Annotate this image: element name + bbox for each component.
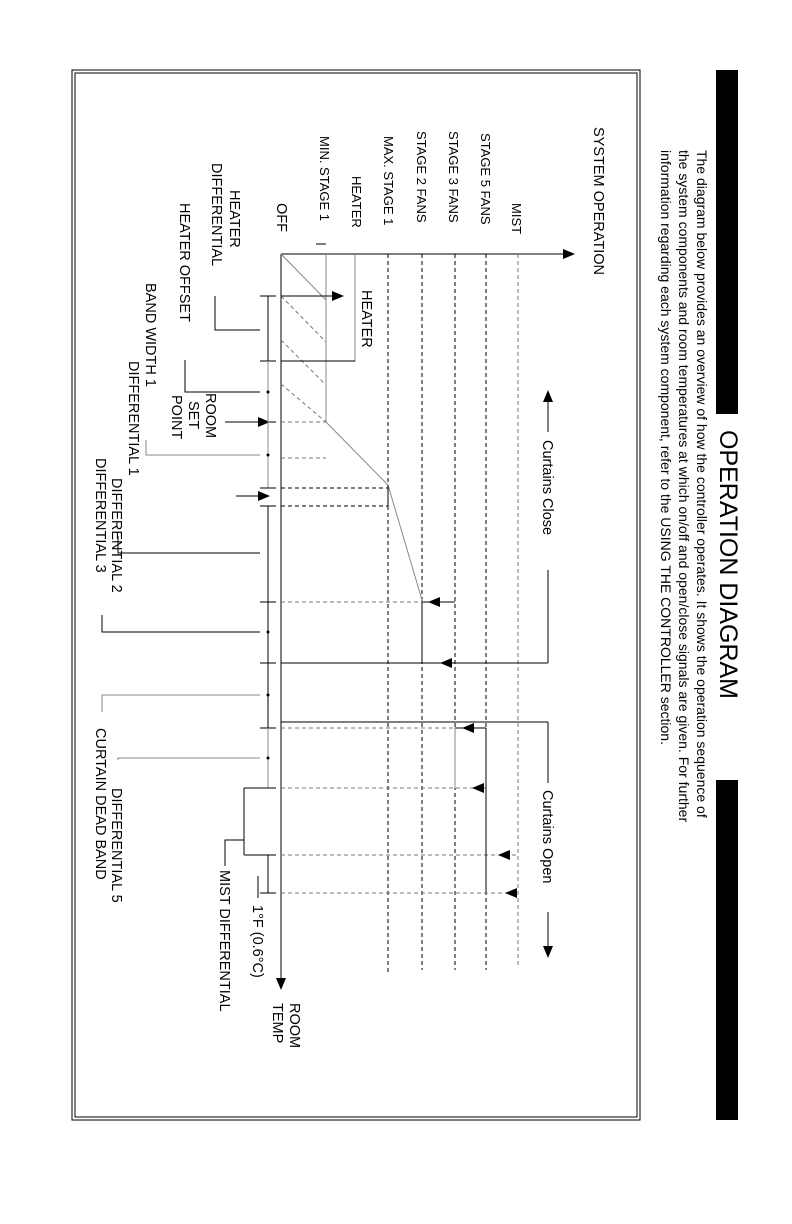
label-heater-offset: HEATER OFFSET <box>176 203 192 322</box>
label-differential-2: DIFFERENTIAL 2 <box>108 478 124 593</box>
label-differential-5: DIFFERENTIAL 5 <box>108 788 124 903</box>
label-mist-differential: MIST DIFFERENTIAL <box>216 870 232 1012</box>
label-differential-1: DIFFERENTIAL 1 <box>125 361 141 476</box>
row-label-stage3: STAGE 3 FANS <box>446 131 461 223</box>
room-temp-label-1: ROOM <box>286 1003 302 1049</box>
frame-inner <box>75 73 637 1117</box>
row-label-mist: MIST <box>509 203 524 235</box>
intro-line-2: the system components and room temperatures at which on/off and open/close signals are given. For further <box>676 150 692 823</box>
label-differential-3: DIFFERENTIAL 3 <box>92 458 108 573</box>
room-temp-arrow <box>276 978 286 990</box>
stage1-ramp <box>326 422 388 485</box>
label-curtain-dead-band: CURTAIN DEAD BAND <box>92 728 108 880</box>
off-label: OFF <box>273 203 289 232</box>
curtains-open-label: Curtains Open <box>539 790 555 884</box>
label-band-width-1: BAND WIDTH 1 <box>142 283 158 387</box>
label-room-set-point-2: SET <box>185 401 201 430</box>
row-label-stage2: STAGE 2 FANS <box>414 131 429 223</box>
label-one-degree: 1°F (0.6°C) <box>249 905 265 978</box>
row-label-stage5: STAGE 5 FANS <box>478 133 493 225</box>
room-temp-label-2: TEMP <box>269 1003 285 1044</box>
intro-line-3: information regarding each system component, refer to the USING THE CONTROLLER section. <box>658 150 674 745</box>
label-heater-differential-1: HEATER <box>226 190 242 248</box>
row-label-heater: HEATER <box>349 176 364 228</box>
header-bar-bottom <box>716 780 738 1120</box>
row-label-max-stage1: MAX. STAGE 1 <box>381 136 396 226</box>
intro-line-1: The diagram below provides an overview of how the controller operates. It shows the operation sequence of <box>694 150 710 818</box>
header-bar-top <box>716 70 738 414</box>
page-title: OPERATION DIAGRAM <box>714 430 742 700</box>
dimension-markers <box>244 296 276 893</box>
curtains-close-label: Curtains Close <box>539 440 555 536</box>
row-label-min-stage1: MIN. STAGE 1 <box>317 136 332 221</box>
label-room-set-point-3: POINT <box>168 395 184 440</box>
label-heater-differential-2: DIFFERENTIAL <box>208 163 224 267</box>
label-room-set-point-1: ROOM <box>202 393 218 439</box>
heater-annotation: HEATER <box>358 290 374 348</box>
axis-title: SYSTEM OPERATION <box>590 127 606 275</box>
x-axis-arrow <box>563 249 575 259</box>
